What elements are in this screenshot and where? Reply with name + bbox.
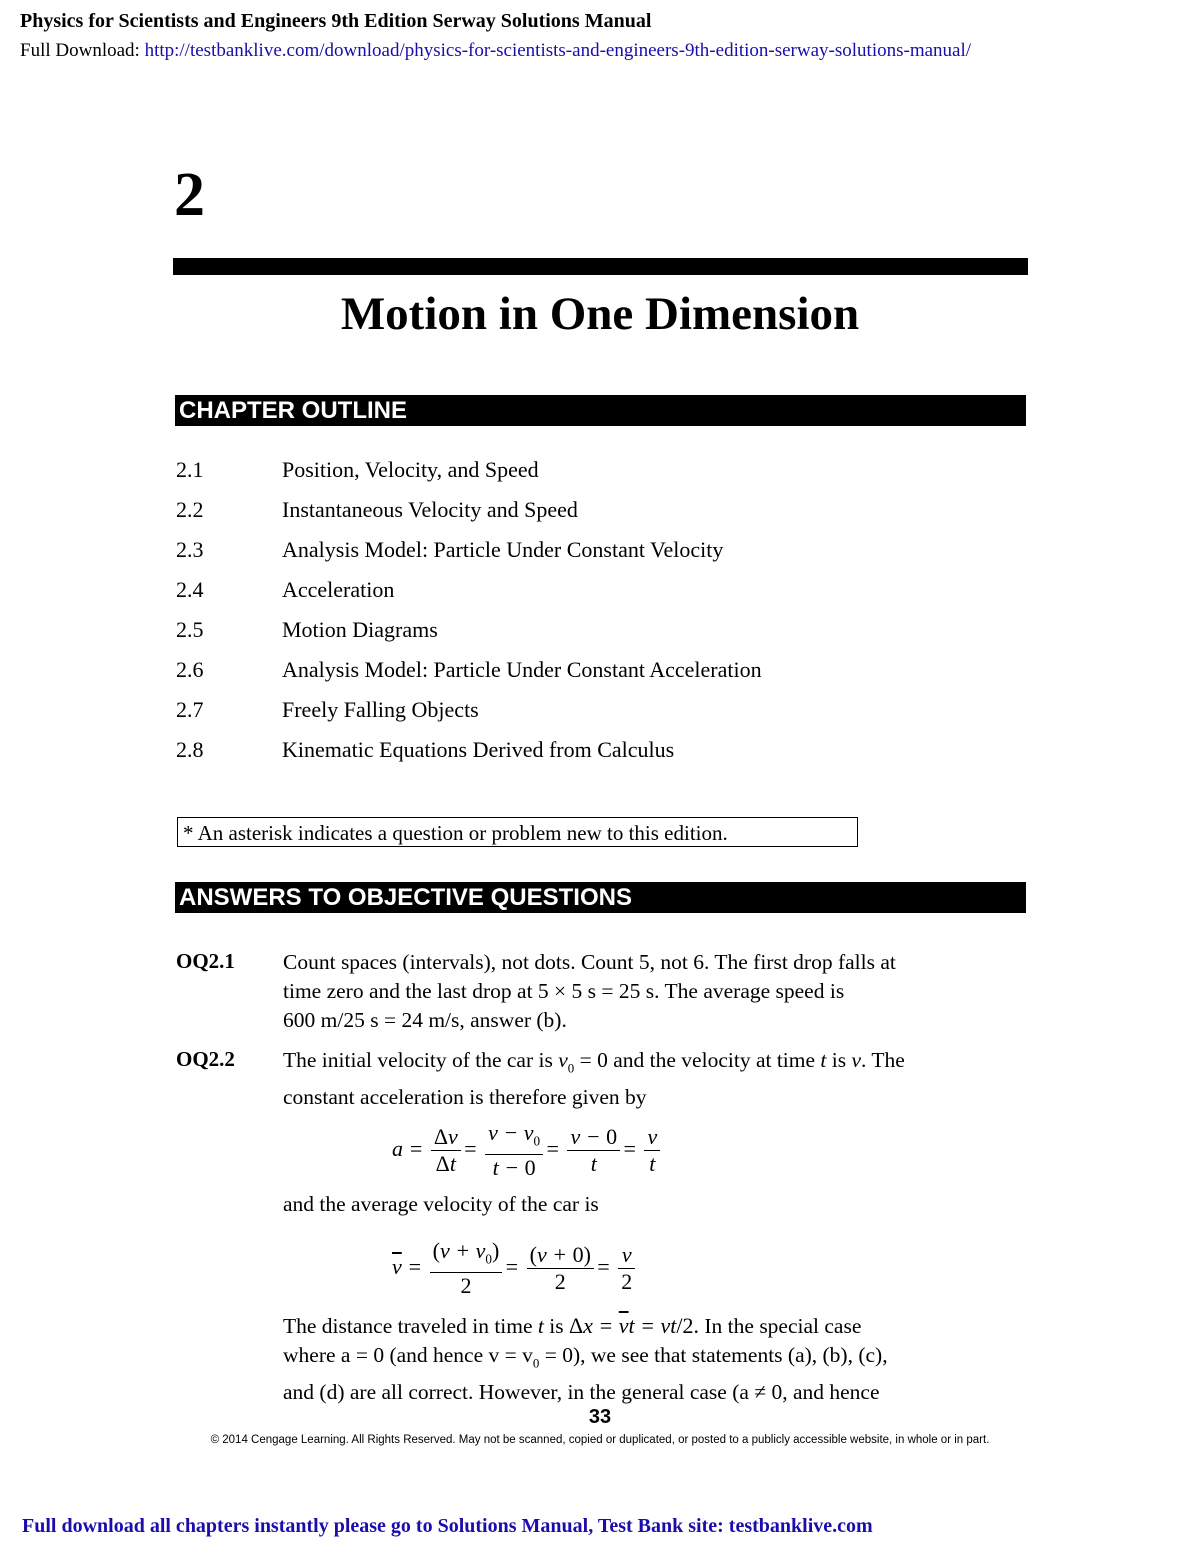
- outline-num: 2.6: [176, 657, 204, 682]
- equation-average-velocity: $\overline{v}$ = $\frac{(v + v_0)}{2}$ = $\frac{(v + 0)}{2}$ = $\frac{v}{2}$: [392, 1238, 637, 1299]
- outline-text: Motion Diagrams: [282, 617, 438, 642]
- outline-text: Instantaneous Velocity and Speed: [282, 497, 578, 522]
- outline-text: Analysis Model: Particle Under Constant Acceleration: [282, 657, 762, 682]
- answer-text: and the velocity at time: [613, 1048, 816, 1072]
- answer-line: 600 m/25 s = 24 m/s, answer (b).: [283, 1008, 567, 1032]
- answer-line: constant acceleration is therefore given by: [283, 1085, 647, 1110]
- outline-num: 2.4: [176, 577, 204, 602]
- document-title: Physics for Scientists and Engineers 9th Edition Serway Solutions Manual: [20, 10, 652, 32]
- chapter-rule: [173, 258, 1028, 275]
- answer-text: where a = 0 (and hence v = v: [283, 1343, 533, 1367]
- asterisk-note: * An asterisk indicates a question or problem new to this edition.: [177, 817, 858, 847]
- answer-line: and the average velocity of the car is: [283, 1192, 599, 1216]
- download-line: [20, 40, 971, 62]
- chapter-number: 2: [174, 161, 205, 229]
- question-label-oq2-2: OQ2.2: [176, 1047, 235, 1071]
- answer-text: is: [831, 1048, 847, 1072]
- download-label: Full Download:: [20, 40, 140, 61]
- answer-oq2-2-intro: The initial velocity of the car is $v_0 = 0$ and the velocity at time t is v. The constant acceleration is therefore given by: [283, 1046, 1028, 1112]
- outline-num: 2.8: [176, 737, 204, 762]
- outline-num: 2.5: [176, 617, 204, 642]
- chapter-title: Motion in One Dimension: [340, 288, 860, 340]
- copyright-notice: © 2014 Cengage Learning. All Rights Reserved. May not be scanned, copied or duplicated, or posted to a publicly accessible website, in whole or in part.: [210, 1434, 990, 1446]
- answer-line: Count spaces (intervals), not dots. Count 5, not 6. The first drop falls at: [283, 950, 896, 974]
- answer-text: The distance traveled in time: [283, 1314, 533, 1338]
- answer-text: In the special case: [704, 1314, 862, 1338]
- answer-text: = 0), we see that statements (a), (b), (c),: [539, 1343, 888, 1367]
- page-number: 33: [588, 1406, 612, 1428]
- outline-text: Position, Velocity, and Speed: [282, 457, 539, 482]
- answer-text: is: [549, 1314, 564, 1338]
- equation-acceleration: a = $\frac{\Delta v}{\Delta t}$ = $\frac{v - v_0}{t - 0}$ = $\frac{v - 0}{t}$ = $\frac{v}{t}$: [392, 1120, 662, 1181]
- outline-text: Analysis Model: Particle Under Constant Velocity: [282, 537, 724, 562]
- answer-oq2-2-distance: The distance traveled in time t is $\Delta x = \overline{v}t = vt/2$. In the special case where a = 0 (and hence $v = v_0 = 0$), we see that statements (a), (b), (c), and (d) are all correct. However, in the general case (a ≠ 0, and hence: [283, 1311, 1028, 1407]
- outline-num: 2.7: [176, 697, 204, 722]
- outline-num: 2.1: [176, 457, 204, 482]
- outline-text: Acceleration: [282, 577, 395, 602]
- outline-num: 2.2: [176, 497, 204, 522]
- outline-num: 2.3: [176, 537, 204, 562]
- download-banner-link[interactable]: Full download all chapters instantly please go to Solutions Manual, Test Bank site: testbanklive.com: [22, 1515, 873, 1537]
- answer-oq2-1: [283, 948, 1028, 1035]
- answer-line: and (d) are all correct. However, in the general case (a ≠ 0, and hence: [283, 1380, 880, 1405]
- outline-text: Freely Falling Objects: [282, 697, 479, 722]
- question-label-oq2-1: OQ2.1: [176, 949, 235, 973]
- answer-text: The initial velocity of the car is: [283, 1048, 553, 1072]
- outline-text: Kinematic Equations Derived from Calculus: [282, 737, 675, 762]
- answer-line: time zero and the last drop at 5 × 5 s = 25 s. The average speed is: [283, 979, 845, 1003]
- answers-heading: ANSWERS TO OBJECTIVE QUESTIONS: [175, 882, 1026, 913]
- download-link[interactable]: http://testbanklive.com/download/physics-for-scientists-and-engineers-9th-edition-serway-solutions-manual/: [144, 40, 972, 61]
- chapter-outline-heading: CHAPTER OUTLINE: [175, 395, 1026, 426]
